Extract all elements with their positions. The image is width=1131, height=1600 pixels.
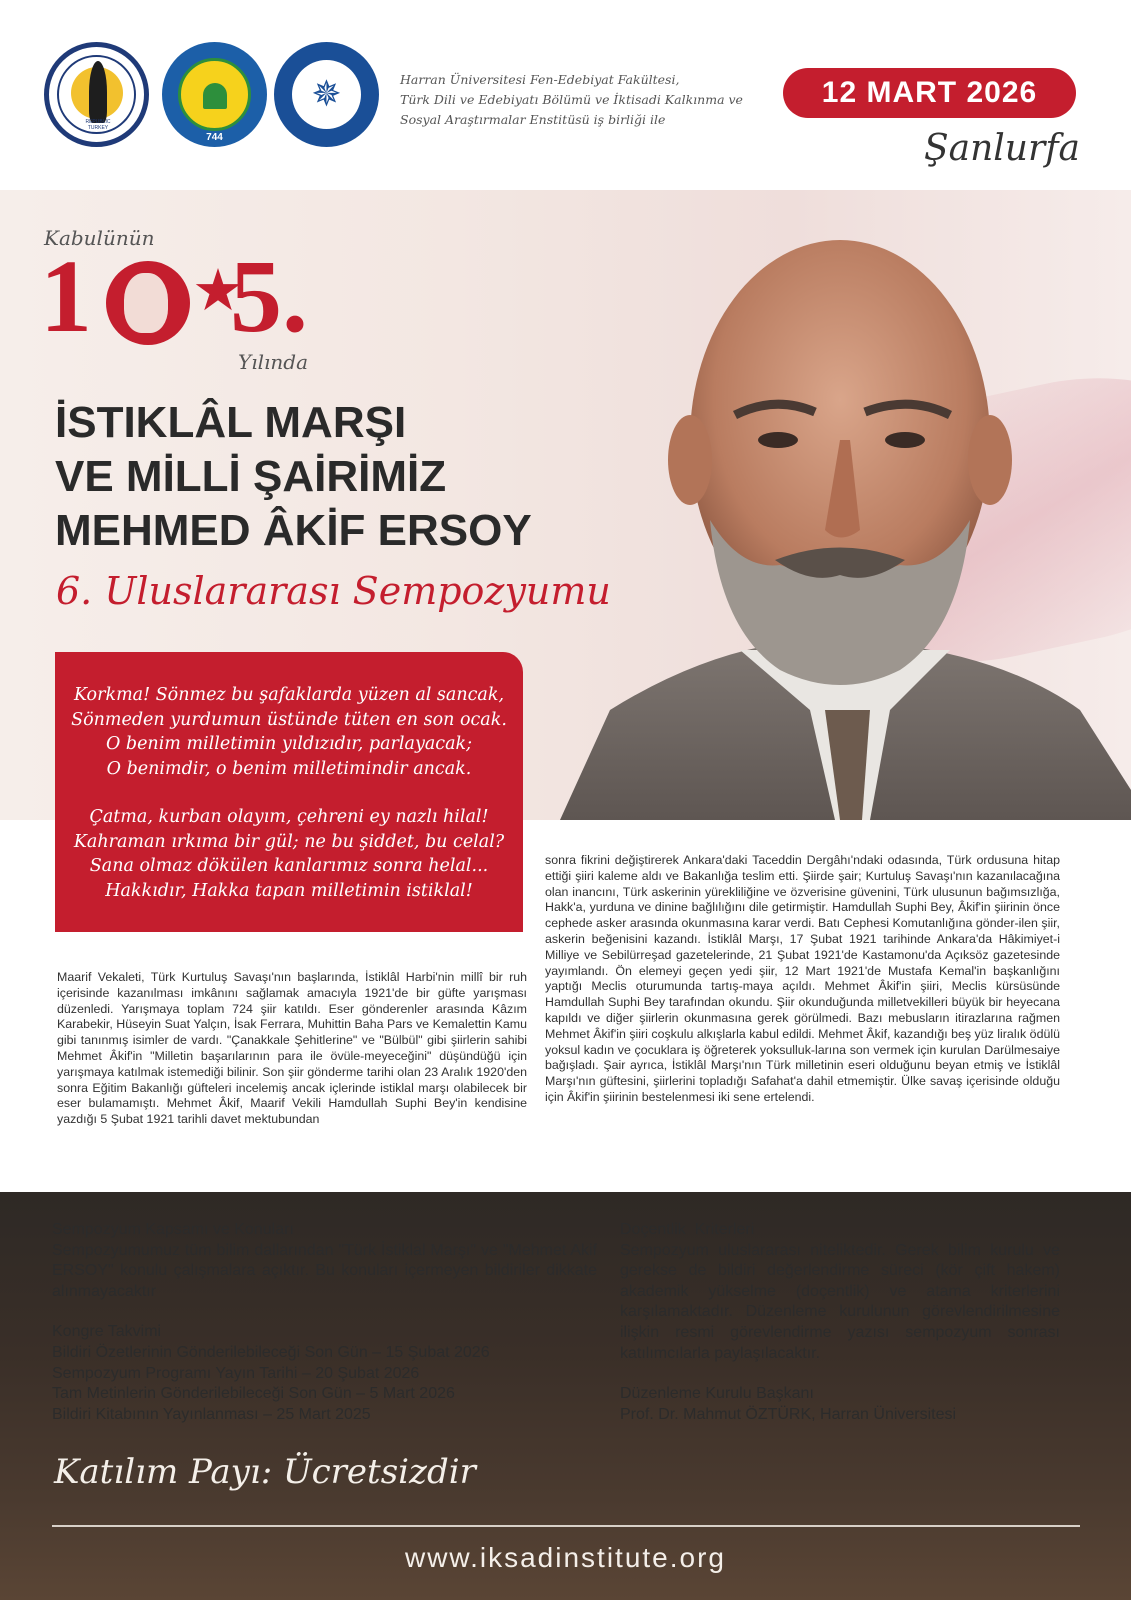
docentlik-text: Sempozyum uluslararası niteliktedir. Gerek bilim kurulu ve gerekse de bildiri değerlendirme süreci (kör çift hakem) akademik yükselme (doçentlik) ve atama kriterlerini karşılamaktadır. Düzenleme kurulunun görevlendirilmesine ilişkin resmi görevlendirme yazısı sempozyum sonrası katılımcılarla paylaşılacaktır.	[620, 1241, 1060, 1362]
star-emblem-icon: ✵	[311, 73, 342, 114]
history-text-column-1: Maarif Vekaleti, Türk Kurtuluş Savaşı'nın başlarında, İstiklâl Harbi'nin millî bir ruh içerisinde kazanılması imkânını sağlamak amacıyla 1921'de bir güfte yarışması düzenledi. Yarışmaya toplam 724 şiir katıldı. Eser gönderenler arasında Kâzım Karabekir, Hüseyin Suat Yalçın, İsak Ferrara, Muhittin Baha Pars ve Kemalettin Kamu gibi tanınmış isimler de vardı. "Çanakkale Şehitlerine" ve "Bülbül" gibi şiirlerin sahibi Mehmet Âkif'in "Milletin başarılarının para ile övüle-meyeceğini" düşündüğü için yarışmaya katılmak istemediği bilinir. Son şiir gönderme tarihi olan 23 Aralık 1920'den sonra Eğitim Bakanlığı güfteleri incelemiş ancak içlerinde istiklal marşı olabilecek bir eser bulamamıştı. Mehmet Âkif, Maarif Vekili Hamdullah Suphi Bey'in kendisine yazdığı 5 Şubat 1921 tarihli davet mektubundan	[57, 970, 527, 1127]
anniversary-prefix: Kabulünün	[44, 226, 155, 250]
star-icon: ★	[192, 258, 244, 323]
footer-left-column	[52, 1220, 597, 1425]
website-link[interactable]: www.iksadinstitute.org	[404, 1542, 726, 1573]
chair-heading: Düzenleme Kurulu Başkanı	[620, 1385, 814, 1403]
calendar-item: Bildiri Özetlerinin Gönderilebileceği Son Gün – 15 Şubat 2026	[52, 1343, 490, 1361]
calendar-item: Bildiri Kitabının Yayınlanması – 25 Mart 2025	[52, 1405, 371, 1423]
event-date-badge: 12 MART 2026	[783, 68, 1076, 118]
portrait-circle-icon	[106, 261, 190, 345]
docentlik-heading: Doçentlik Kriterleri	[620, 1221, 755, 1238]
history-text-column-2: sonra fikrini değiştirerek Ankara'daki Taceddin Dergâhı'ndaki odasında, Türk ordusuna hitap ettiği şiiri kaleme aldı ve Bakanlığa teslim etti. Şiirde şair; Kurtuluş Savaşı'nın kazanılacağına olan inancını, Türk askerinin yürekliliğine ve özverisine güvenini, Türk ulusunun bağımsızlığa, Hakk'a, yurduna ve dinine bağlılığını dile getirmiştir. Hamdullah Suphi Bey, Âkif'in şiirinin önce cephede asker arasında okunmasına karar verdi. Batı Cephesi Komutanlığına gönder-ilen şiir, askerin beğenisini kazandı. İstiklâl Marşı, 17 Şubat 1921 tarihinde Ankara'da Hâkimiyet-i Milliye ve Sebilürreşad gazetelerinde, 21 Şubat 1921'de Kastamonu'da Açıksöz gazetesinde yayımlandı. Ön elemeyi geçen yedi şiir, 12 Mart 1921'de Mustafa Kemal'in başkanlığını yaptığı Meclis oturumunda tartış-maya açıldı. Mehmet Âkif'in şiiri, Meclis kürsüsünde Hamdullah Suphi Bey tarafından okundu. Şiir okunduğunda milletvekilleri büyük bir heyecana kapıldı ve diğer şiirlerin okunmasına gerek görülmedi. Bazı mebusların itirazlarına rağmen Mehmet Âkif'in şiiri coşkulu alkışlarla kabul edildi. Mehmet Âkif, kazandığı beş yüz liralık ödülü yoksul kadın ve çocuklara iş öğreterek yoksulluk-larına son vermek için kurulan Darülmesaiye bağışladı. Şair ayrıca, İstiklâl Marşı'nın Türk milletinin eseri olduğunu beyan etmiş ve İstiklâl Marşı'nın güftesini, şiirlerini topladığı Safahat'a dahil etmemiştir. Ülke savaş içerisinde olduğu için Âkif'in şiirinin bestelenmesi iki sene ertelendi.	[545, 853, 1060, 1104]
poem-stanza: Çatma, kurban olayım, çehreni ey nazlı hilal! Kahraman ırkıma bir gül; ne bu şiddet, bu celal? Sana olmaz dökülen kanlarımız sonra helal... Hakkıdır, Hakka tapan milletimin istiklal!	[73, 807, 505, 901]
anniversary-suffix: Yılında	[238, 350, 308, 374]
footer-divider	[52, 1525, 1080, 1527]
anniversary-105-logo: 1 ★ 5.	[40, 239, 308, 354]
event-city: Şanlurfa	[923, 128, 1080, 169]
harran-theology-faculty-logo	[274, 42, 379, 147]
organizer-text: Harran Üniversitesi Fen-Edebiyat Fakültesi, Türk Dili ve Edebiyatı Bölümü ve İktisadi Kalkınma ve Sosyal Araştırmalar Enstitüsü iş birliği ile	[400, 72, 743, 127]
calendar-item: Sempozyum Programı Yayın Tarihi – 20 Şubat 2026	[52, 1364, 420, 1382]
symposium-title: İSTIKLÂL MARŞI VE MİLLİ ŞAİRİMİZ MEHMED ÂKİF ERSOY	[55, 398, 532, 555]
harran-university-logo: 744	[162, 42, 267, 147]
symposium-subtitle: 6. Uluslararası Sempozyumu	[56, 569, 611, 613]
mehmed-akif-portrait	[540, 190, 1131, 820]
chair-name: Prof. Dr. Mahmut ÖZTÜRK, Harran Üniversitesi	[620, 1405, 957, 1423]
calendar-heading: Kongre Takvimi	[52, 1323, 162, 1341]
poem-stanza: Korkma! Sönmez bu şafaklarda yüzen al sancak, Sönmeden yurdumun üstünde tüten en son ocak. O benim milletimin yıldızıdır, parlayacak; O benimdir, o benim milletimindir ancak.	[71, 685, 507, 779]
iksad-logo: REPUBLIC TURKEY	[44, 42, 149, 147]
calendar-item: Tam Metinlerin Gönderilebileceği Son Gün – 5 Mart 2026	[52, 1385, 455, 1403]
scope-heading: Sempozyum Kapsamı ve Konuları	[52, 1221, 294, 1238]
anthem-poem-box	[55, 652, 523, 932]
footer-right-column	[620, 1220, 1060, 1425]
participation-fee: Katılım Payı: Ücretsizdir	[54, 1452, 476, 1492]
scope-text: Sempozyumumuz tüm bilim dallarından "Türk İstiklal Marşı" ve "Mehmet Akif ERSOY" konulu çalışmalara açıktır. Bu konuları içermeyen bildiriler dikkate alınmayacaktır	[52, 1241, 597, 1300]
